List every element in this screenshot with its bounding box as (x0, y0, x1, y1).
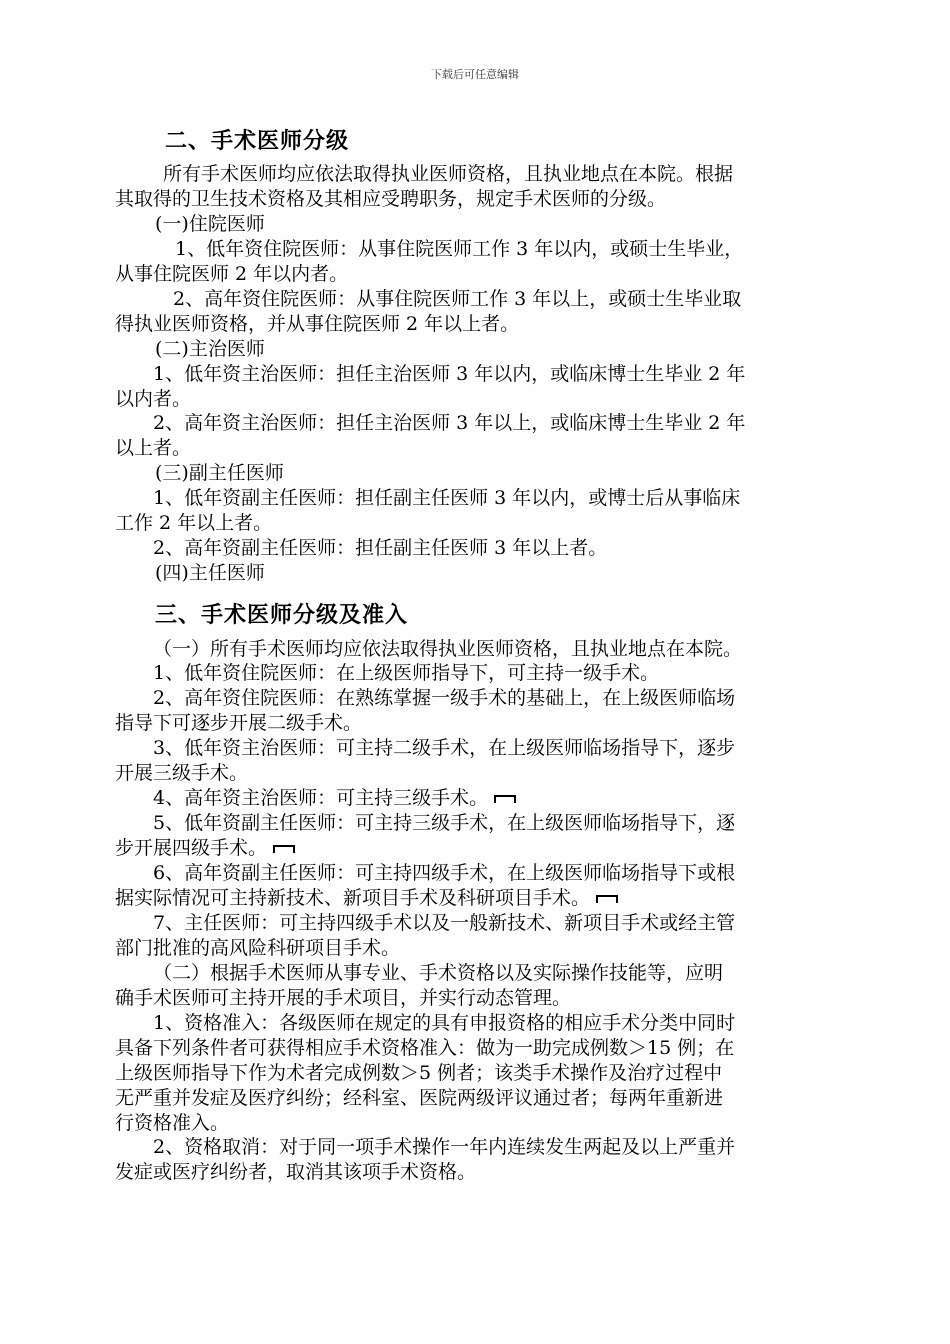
text-line: 3、低年资主治医师：可主持二级手术，在上级医师临场指导下，逐步 (153, 737, 736, 759)
page-header: 下载后可任意编辑 (431, 68, 519, 81)
list-item (115, 411, 837, 461)
section-title: 二、手术医师分级 (165, 129, 350, 154)
text-line: 2、高年资住院医师：从事住院医师工作 3 年以上，或硕士生毕业取 (173, 288, 742, 310)
text-line: 得执业医师资格，并从事住院医师 2 年以上者。 (115, 313, 520, 335)
list-item (115, 1011, 837, 1136)
text-line: 无严重并发症及医疗纠纷；经科室、医院两级评议通过者；每两年重新进 (115, 1087, 724, 1109)
paragraph (115, 162, 837, 212)
text-line: 确手术医师可主持开展的手术项目，并实行动态管理。 (115, 987, 572, 1009)
text-line: 工作 2 年以上者。 (115, 512, 273, 534)
text-line: 以上者。 (115, 437, 192, 459)
text-line: 2、高年资副主任医师：担任副主任医师 3 年以上者。 (153, 537, 608, 559)
list-item (115, 786, 837, 811)
list-item (115, 911, 837, 961)
list-item (115, 362, 837, 412)
text-line: 1、资格准入：各级医师在规定的具有申报资格的相应手术分类中同时 (153, 1012, 736, 1034)
list-item (115, 686, 837, 736)
paragraph (115, 637, 837, 662)
text-line: 6、高年资副主任医师：可主持四级手术，在上级医师临场指导下或根 (153, 862, 736, 884)
subheading: (一)住院医师 (155, 213, 265, 235)
list-item (115, 811, 837, 861)
comment-mark-icon (273, 845, 295, 853)
subheading: (二)主治医师 (155, 338, 265, 360)
list-item (115, 287, 837, 337)
text-line: 具备下列条件者可获得相应手术资格准入：做为一助完成例数＞15 例；在 (115, 1037, 735, 1059)
text-line: 指导下可逐步开展二级手术。 (115, 712, 363, 734)
text-line: 行资格准入。 (115, 1112, 230, 1134)
text-line: 从事住院医师 2 年以内者。 (115, 263, 349, 285)
subheading: (四)主任医师 (155, 562, 265, 584)
subheading: (三)副主任医师 (155, 462, 284, 484)
text-line: 1、低年资住院医师：在上级医师指导下，可主持一级手术。 (153, 662, 660, 684)
list-item (115, 237, 837, 287)
text-line: 以内者。 (115, 388, 192, 410)
text-line: 步开展四级手术。 (115, 837, 268, 859)
text-line: 1、低年资住院医师：从事住院医师工作 3 年以内，或硕士生毕业， (175, 238, 744, 260)
section-title: 三、手术医师分级及准入 (155, 603, 409, 628)
text-line: （二）根据手术医师从事专业、手术资格以及实际操作技能等，应明 (153, 962, 724, 984)
text-line: 其取得的卫生技术资格及其相应受聘职务，规定手术医师的分级。 (115, 188, 667, 210)
text-line: 1、低年资主治医师：担任主治医师 3 年以内，或临床博士生毕业 2 年 (153, 363, 746, 385)
text-line: 4、高年资主治医师：可主持三级手术。 (153, 787, 489, 809)
list-item (115, 536, 837, 561)
text-line: 所有手术医师均应依法取得执业医师资格，且执业地点在本院。根据 (163, 163, 734, 185)
text-line: 发症或医疗纠纷者，取消其该项手术资格。 (115, 1161, 477, 1183)
list-item (115, 736, 837, 786)
text-line: 开展三级手术。 (115, 762, 249, 784)
comment-mark-icon (596, 895, 618, 903)
list-item (115, 486, 837, 536)
text-line: 5、低年资副主任医师：可主持三级手术，在上级医师临场指导下，逐 (153, 812, 736, 834)
paragraph (115, 961, 837, 1011)
text-line: 7、主任医师：可主持四级手术以及一般新技术、新项目手术或经主管 (153, 912, 736, 934)
text-line: 2、高年资住院医师：在熟练掌握一级手术的基础上，在上级医师临场 (153, 687, 736, 709)
list-item (115, 1135, 837, 1185)
text-line: 据实际情况可主持新技术、新项目手术及科研项目手术。 (115, 887, 591, 909)
text-line: 2、高年资主治医师：担任主治医师 3 年以上，或临床博士生毕业 2 年 (153, 412, 746, 434)
comment-mark-icon (494, 795, 516, 803)
text-line: （一）所有手术医师均应依法取得执业医师资格，且执业地点在本院。 (153, 638, 743, 660)
text-line: 1、低年资副主任医师：担任副主任医师 3 年以内，或博士后从事临床 (153, 487, 741, 509)
text-line: 上级医师指导下作为术者完成例数＞5 例者；该类手术操作及治疗过程中 (115, 1062, 723, 1084)
list-item (115, 661, 837, 686)
text-line: 2、资格取消：对于同一项手术操作一年内连续发生两起及以上严重并 (153, 1136, 736, 1158)
text-line: 部门批准的高风险科研项目手术。 (115, 937, 401, 959)
list-item (115, 861, 837, 911)
